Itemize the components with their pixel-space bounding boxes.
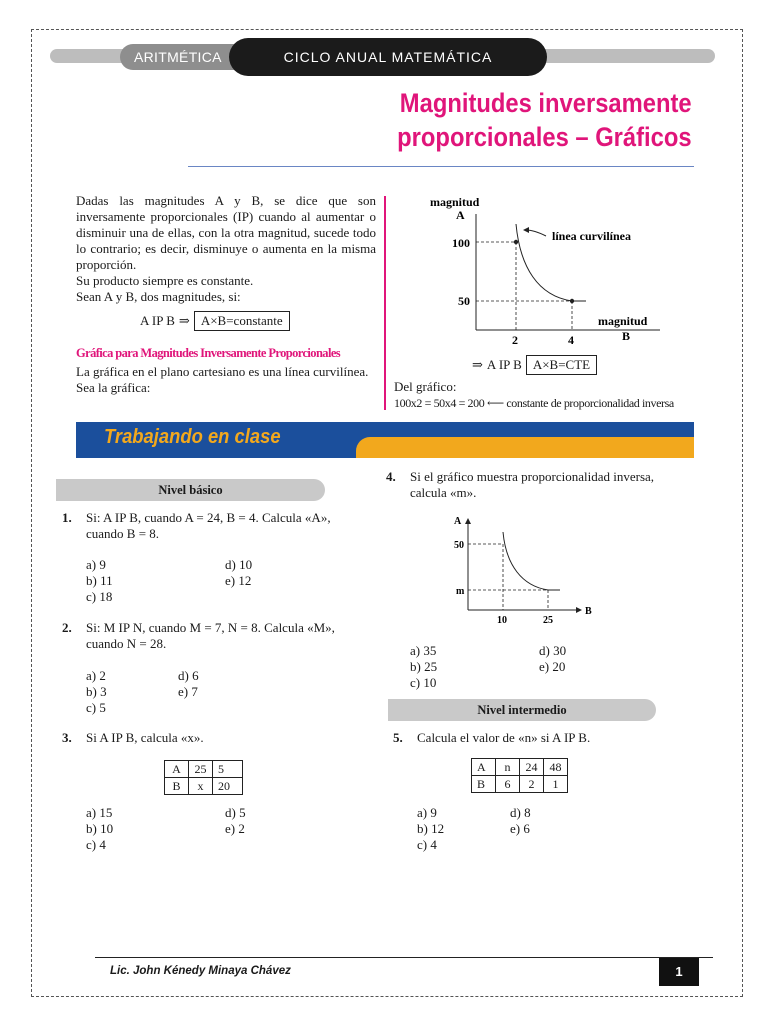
- q4-option-e: e) 20: [539, 659, 566, 674]
- ip-formula: [140, 311, 290, 331]
- title-line-2: proporcionales – Gráficos: [397, 122, 692, 152]
- q4-option-c: c) 10: [410, 675, 437, 690]
- q2-option-b: b) 3: [86, 684, 107, 699]
- q3-row-a: [165, 761, 243, 778]
- q3-option-a: a) 15: [86, 805, 113, 820]
- question-3: [62, 730, 356, 746]
- intro-constant: Su producto siempre es constante.: [76, 273, 254, 288]
- graph-intro-sea: Sea la gráfica:: [76, 380, 151, 395]
- q5-cell: n: [496, 759, 520, 776]
- graph1-equation-line: [394, 395, 674, 411]
- graph1-ytick-50: 50: [458, 294, 470, 308]
- q4-x-var: B: [585, 606, 592, 617]
- question-3-number: 3.: [62, 730, 72, 745]
- graph-intro: [76, 364, 376, 396]
- banner-title: Trabajando en clase: [104, 426, 281, 448]
- conclusion-left: A IP B: [486, 357, 522, 372]
- conclusion-box: A×B=CTE: [526, 355, 597, 375]
- question-1: [62, 510, 356, 542]
- q2-option-e: e) 7: [178, 684, 198, 699]
- question-4-text: Si el gráfico muestra proporcionalidad inversa, calcula «m».: [410, 469, 655, 500]
- q3-row-b: [165, 778, 243, 795]
- banner-accent: [356, 437, 694, 458]
- graph1-curve-label: línea curvilínea: [552, 229, 631, 243]
- q1-option-b: b) 11: [86, 573, 113, 588]
- graph1-point-a: [514, 240, 518, 244]
- graph1-conclusion: [472, 355, 597, 375]
- q3-cell: 20: [213, 778, 243, 795]
- q5-cell: 2: [520, 776, 544, 793]
- q5-option-c: c) 4: [417, 837, 437, 852]
- q4-x-arrow: [576, 607, 582, 613]
- q3-cell: B: [165, 778, 189, 795]
- left-arrow: ⟵: [486, 396, 504, 410]
- q5-option-d: d) 8: [510, 805, 531, 820]
- q3-option-d: d) 5: [225, 805, 246, 820]
- question-2-number: 2.: [62, 620, 72, 635]
- question-3-table: [164, 760, 243, 795]
- q3-cell: x: [189, 778, 213, 795]
- curve-pointer-head: [523, 227, 529, 233]
- graph1-note: [394, 379, 674, 411]
- graph1-y-label: magnitud: [430, 195, 480, 209]
- q4-option-d: d) 30: [539, 643, 567, 658]
- q4-y-var: A: [454, 516, 462, 527]
- q5-cell: B: [472, 776, 496, 793]
- q5-cell: 1: [544, 776, 568, 793]
- intro-sean: Sean A y B, dos magnitudes, si:: [76, 289, 241, 304]
- question-5-number: 5.: [393, 730, 403, 745]
- question-2: [62, 620, 356, 652]
- q2-option-d: d) 6: [178, 668, 199, 683]
- q4-curve: [503, 532, 560, 590]
- footer-rule: [95, 957, 713, 958]
- graph1-point-b: [570, 299, 574, 303]
- graph1-equation-note: constante de proporcionalidad inversa: [506, 396, 674, 410]
- q4-xtick-25: 25: [543, 615, 553, 626]
- question-1-text: Si: A IP B, cuando A = 24, B = 4. Calcula «A», cuando B = 8.: [86, 510, 331, 541]
- q5-cell: 48: [544, 759, 568, 776]
- q3-option-e: e) 2: [225, 821, 245, 836]
- graph1-y-var: A: [456, 208, 465, 222]
- question-3-text: Si A IP B, calcula «x».: [86, 730, 204, 745]
- q3-cell: 25: [189, 761, 213, 778]
- implies-arrow-2: ⇒: [472, 357, 483, 372]
- q4-option-b: b) 25: [410, 659, 438, 674]
- page-title: [398, 86, 692, 154]
- question-4-graph: [448, 510, 598, 628]
- question-5-table: [471, 758, 568, 793]
- q4-y-arrow: [465, 518, 471, 524]
- q2-option-c: c) 5: [86, 700, 106, 715]
- question-4: [386, 469, 692, 501]
- q3-cell: 5: [213, 761, 243, 778]
- implies-arrow: ⇒: [178, 313, 190, 328]
- course-tag: CICLO ANUAL MATEMÁTICA: [229, 38, 547, 76]
- question-5-text: Calcula el valor de «n» si A IP B.: [417, 730, 591, 745]
- subject-tag: ARITMÉTICA: [120, 44, 250, 70]
- graph1-xtick-4: 4: [568, 333, 574, 347]
- formula-box: A×B=constante: [194, 311, 290, 331]
- q3-cell: A: [165, 761, 189, 778]
- q5-row-a: [472, 759, 568, 776]
- graph1-x-var: B: [622, 329, 631, 343]
- formula-left: A IP B: [140, 313, 175, 328]
- level-basic-heading: Nivel básico: [56, 479, 325, 501]
- q1-option-c: c) 18: [86, 589, 113, 604]
- level-intermediate-heading: Nivel intermedio: [388, 699, 656, 721]
- question-1-number: 1.: [62, 510, 72, 525]
- q4-option-a: a) 35: [410, 643, 437, 658]
- graph-intro-text: La gráfica en el plano cartesiano es una línea curvilínea.: [76, 364, 369, 379]
- question-4-number: 4.: [386, 469, 396, 484]
- q1-option-d: d) 10: [225, 557, 253, 572]
- title-line-1: Magnitudes inversamente: [400, 88, 692, 118]
- question-5: [393, 730, 693, 746]
- q5-cell: A: [472, 759, 496, 776]
- intro-definition: Dadas las magnitudes A y B, se dice que son inversamente proporcionales (IP) cuando al aumentar o disminuir una de ellas, con la otra magnitud, sucede todo lo contrario; es decir, disminuye o aumenta en la misma proporción.: [76, 193, 376, 272]
- graph-subheading: Gráfica para Magnitudes Inversamente Proporcionales: [76, 346, 341, 360]
- q4-ytick-m: m: [456, 586, 465, 597]
- q4-xtick-10: 10: [497, 615, 507, 626]
- question-2-text: Si: M IP N, cuando M = 7, N = 8. Calcula «M», cuando N = 28.: [86, 620, 335, 651]
- column-divider: [384, 196, 386, 410]
- q5-option-a: a) 9: [417, 805, 437, 820]
- q1-option-a: a) 9: [86, 557, 106, 572]
- graph1-x-label: magnitud: [598, 314, 648, 328]
- q5-row-b: [472, 776, 568, 793]
- q2-option-a: a) 2: [86, 668, 106, 683]
- graph1-xtick-2: 2: [512, 333, 518, 347]
- graph1-equation: 100x2 = 50x4 = 200: [394, 396, 485, 410]
- del-grafico: Del gráfico:: [394, 379, 457, 394]
- intro-paragraph: [76, 193, 376, 305]
- q5-cell: 6: [496, 776, 520, 793]
- footer-author: Lic. John Kénedy Minaya Chávez: [110, 965, 291, 977]
- inverse-graph: [420, 192, 690, 352]
- title-rule: [188, 166, 694, 167]
- q5-cell: 24: [520, 759, 544, 776]
- page-number: 1: [659, 958, 699, 986]
- q3-option-c: c) 4: [86, 837, 106, 852]
- q5-option-e: e) 6: [510, 821, 530, 836]
- q5-option-b: b) 12: [417, 821, 445, 836]
- graph1-ytick-100: 100: [452, 236, 470, 250]
- q4-ytick-50: 50: [454, 540, 464, 551]
- q3-option-b: b) 10: [86, 821, 114, 836]
- q1-option-e: e) 12: [225, 573, 252, 588]
